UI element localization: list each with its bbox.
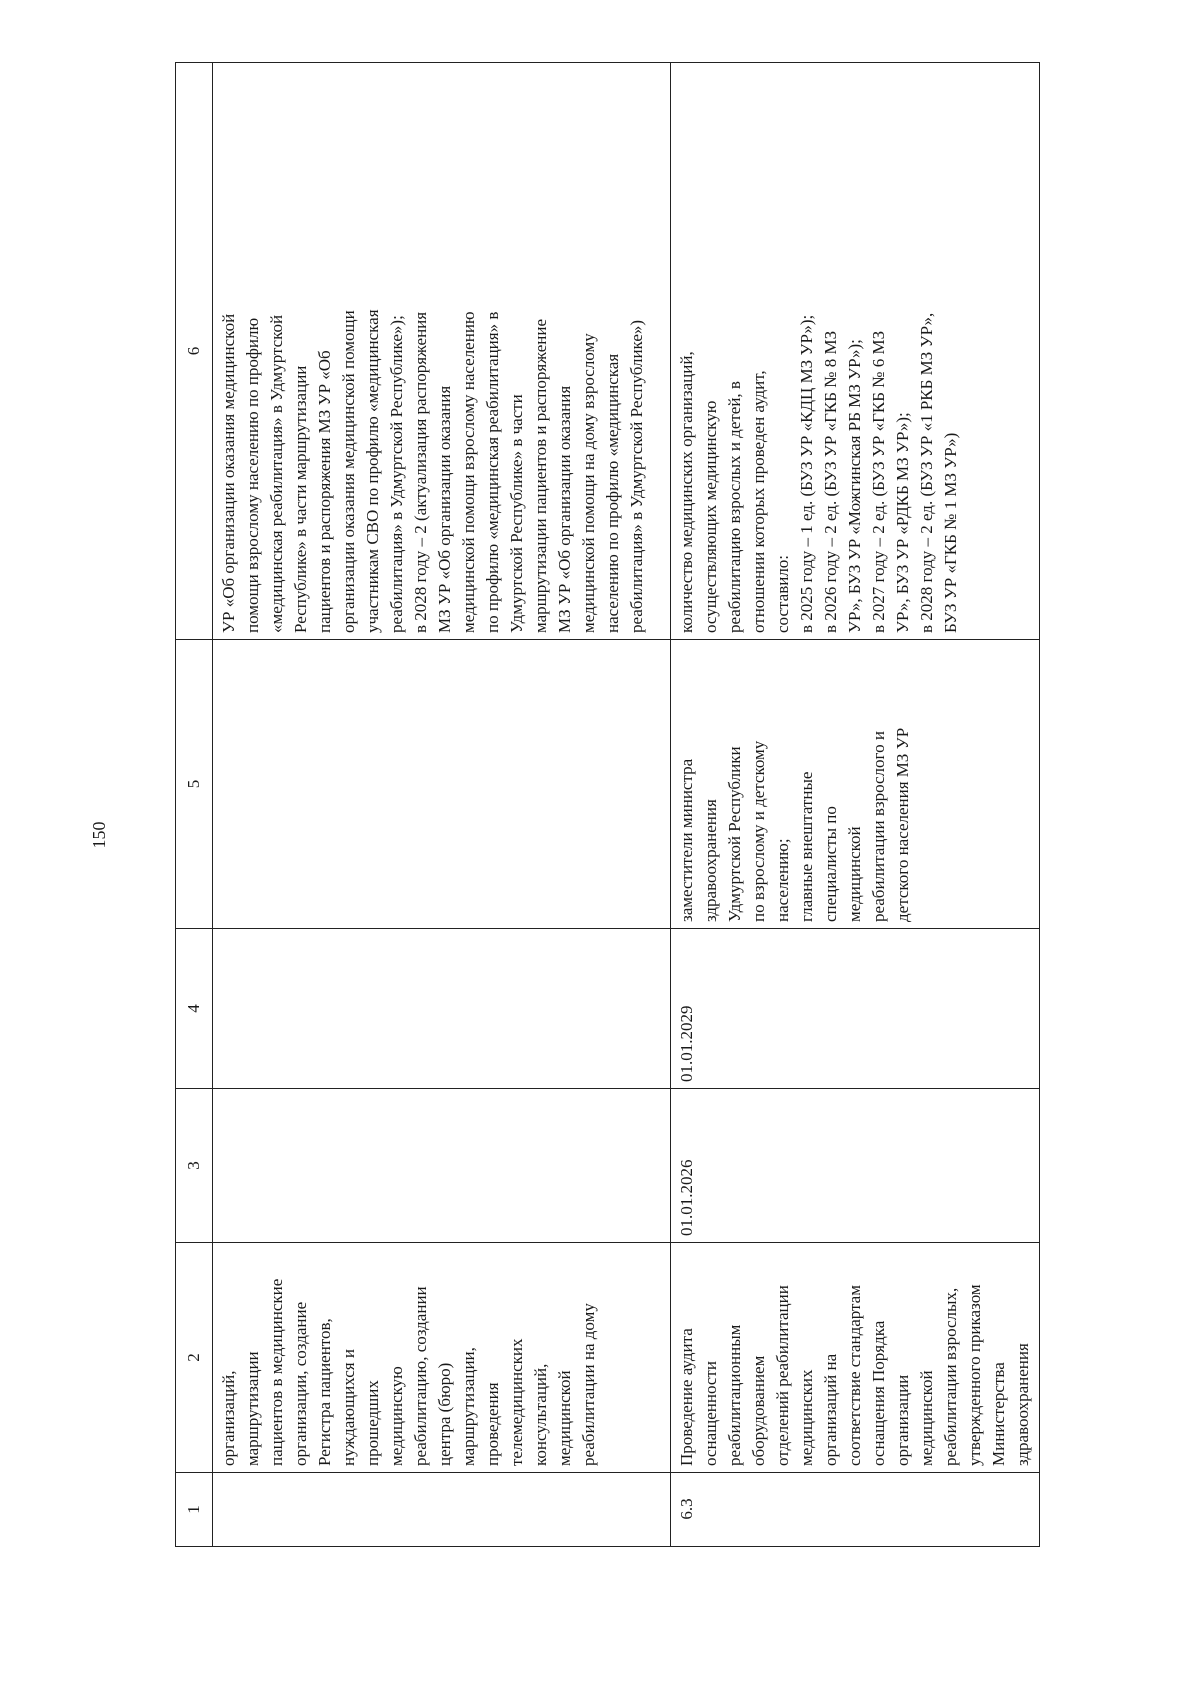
- cell-text: заместители министра здравоохранения Удмуртской Республики по взрослому и детскому населению; главные внештатные специалисты по медицинской реабилитации взрослого и детского населения МЗ УР: [677, 727, 912, 922]
- responsible-cell: [213, 640, 671, 929]
- cell-text: УР «Об организации оказания медицинской помощи взрослому населению по профилю «медицинская реабилитация» в Удмуртской Республике» в части маршрутизации пациентов и распоряжения МЗ УР «Об организации оказания медицинской помощи участникам СВО по профилю «медицинская реабилитация» в Удмуртской Республике»); в 2028 году – 2 (актуализация распоряжения МЗ УР «Об организации оказания медицинской помощи взрослому населению по профилю «медицинская реабилитация» в Удмуртской Республике» в части маршрутизации пациентов и распоряжение МЗ УР «Об организации оказания медицинской помощи на дому взрослому населению по профилю «медицинская реабилитация» в Удмуртской Республике»): [219, 309, 646, 633]
- cell-text: количество медицинских организаций, осуществляющих медицинскую реабилитацию взрослых и детей, в отношении которых проведен аудит, составило: в 2025 году – 1 ед. (БУЗ УР «КДЦ МЗ УР»); в 2026 году – 2 ед. (БУЗ УР «ГКБ № 8 МЗ УР», БУЗ УР «Можгинская РБ МЗ УР»); в 2027 году – 2 ед. (БУЗ УР «ГКБ № 6 МЗ УР», БУЗ УР «РДКБ МЗ УР»); в 2028 году – 2 ед. (БУЗ УР «1 РКБ МЗ УР», БУЗ УР «ГКБ № 1 МЗ УР»): [677, 312, 960, 633]
- end-date-cell: [213, 929, 671, 1089]
- table-header-row: [176, 63, 213, 1547]
- header-cell-3: 3: [176, 1089, 213, 1243]
- header-cell-2: 2: [176, 1243, 213, 1473]
- cell-text: 01.01.2029: [677, 1005, 696, 1082]
- table-row: [213, 63, 671, 1547]
- cell-text: Проведение аудита оснащенности реабилитационным оборудованием отделений реабилитации медицинских организаций на соответствие стандартам оснащения Порядка организации медицинской реабилитации взрослых, утвержденного приказом Министерства здравоохранения: [677, 1284, 1032, 1466]
- result-cell: [671, 63, 1040, 640]
- cell-text: 6.3: [677, 1498, 696, 1520]
- event-cell: [213, 1243, 671, 1473]
- cell-text: организаций, маршрутизации пациентов в медицинские организации, создание Регистра пациентов, нуждающихся и прошедших медицинскую реабилитацию, создании центра (бюро) маршрутизации, проведения телемедицинских консультаций, медицинской реабилитации на дому: [219, 1278, 598, 1466]
- row-number-cell: [671, 1473, 1040, 1547]
- rotated-table-wrapper: [175, 63, 1032, 1547]
- header-cell-4: 4: [176, 929, 213, 1089]
- document-table: [175, 62, 1040, 1547]
- header-cell-6: 6: [176, 63, 213, 640]
- responsible-cell: [671, 640, 1040, 929]
- cell-text: 01.01.2026: [677, 1159, 696, 1236]
- end-date-cell: [671, 929, 1040, 1089]
- header-cell-5: 5: [176, 640, 213, 929]
- table-row: [671, 63, 1040, 1547]
- row-number-cell: [213, 1473, 671, 1547]
- event-cell: [671, 1243, 1040, 1473]
- page-number: 150: [89, 821, 109, 849]
- start-date-cell: [213, 1089, 671, 1243]
- result-cell: [213, 63, 671, 640]
- start-date-cell: [671, 1089, 1040, 1243]
- header-cell-1: 1: [176, 1473, 213, 1547]
